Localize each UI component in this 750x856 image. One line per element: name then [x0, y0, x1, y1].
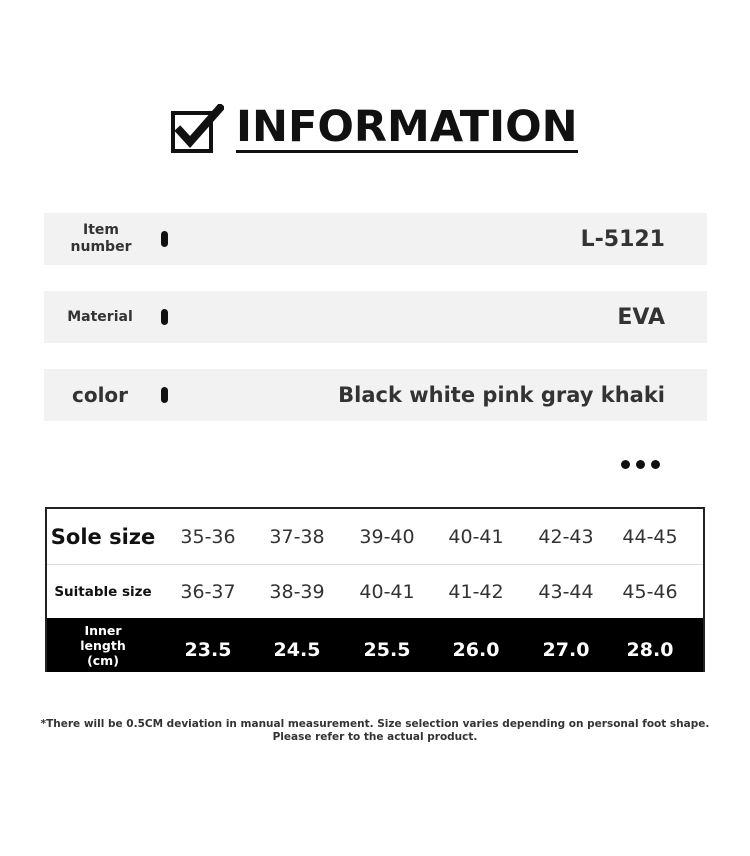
- table-cell: 37-38: [269, 525, 325, 548]
- separator-pill-icon: [161, 309, 168, 325]
- row-label: Suitable size: [54, 583, 152, 600]
- table-cell: 43-44: [538, 580, 594, 603]
- table-cell: 40-41: [448, 525, 504, 548]
- info-label: Item number: [70, 222, 132, 255]
- size-table: [45, 507, 705, 672]
- table-row: [47, 509, 703, 565]
- table-cell: 23.5: [184, 639, 232, 661]
- table-cell: 27.0: [542, 639, 590, 661]
- table-row: [47, 618, 703, 672]
- table-cell: 38-39: [269, 580, 325, 603]
- row-label: Sole size: [50, 524, 156, 549]
- more-dots-icon: [621, 460, 660, 469]
- table-cell: 40-41: [359, 580, 415, 603]
- table-cell: 35-36: [180, 525, 236, 548]
- table-cell: 41-42: [448, 580, 504, 603]
- table-cell: 28.0: [626, 639, 674, 661]
- table-cell: 42-43: [538, 525, 594, 548]
- table-row: [47, 565, 703, 618]
- info-label: color: [71, 382, 129, 407]
- info-value: EVA: [617, 304, 665, 330]
- table-cell: 25.5: [363, 639, 411, 661]
- info-label: Material: [67, 308, 133, 325]
- table-cell: 44-45: [622, 525, 678, 548]
- separator-pill-icon: [161, 387, 168, 403]
- information-header: [170, 104, 578, 160]
- table-cell: 39-40: [359, 525, 415, 548]
- row-label: Inner length (cm): [80, 622, 126, 668]
- info-row-item-number: [44, 213, 707, 265]
- footnote: *There will be 0.5CM deviation in manual measurement. Size selection varies depending on personal foot shape. Please refer to the actual product.: [40, 718, 710, 743]
- info-value: Black white pink gray khaki: [338, 383, 665, 407]
- table-cell: 36-37: [180, 580, 236, 603]
- table-cell: 45-46: [622, 580, 678, 603]
- info-row-color: [44, 369, 707, 421]
- info-row-material: [44, 291, 707, 343]
- table-cell: 24.5: [273, 639, 321, 661]
- page-title: INFORMATION: [236, 102, 578, 152]
- separator-pill-icon: [161, 231, 168, 247]
- checkbox-check-icon: [170, 104, 222, 152]
- info-value: L-5121: [580, 226, 665, 252]
- table-cell: 26.0: [452, 639, 500, 661]
